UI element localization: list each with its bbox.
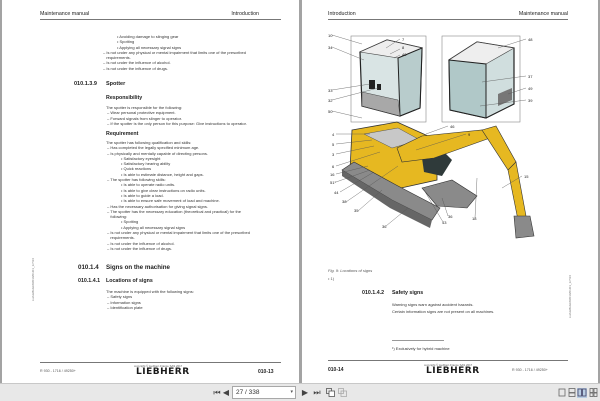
list-item: – Safety signs <box>107 294 133 300</box>
list-item: – Information signs <box>107 299 141 305</box>
callout-label: 16 <box>330 172 335 177</box>
single-page-view-icon[interactable] <box>557 388 567 398</box>
list-item: – Is not under any physical or mental impairment that limits one of the prescribed <box>103 49 246 55</box>
list-item: • Satisfactory hearing ability <box>121 161 171 167</box>
copy-icon[interactable] <box>325 388 335 398</box>
list-item: • Applying all necessary signal signs <box>117 44 182 50</box>
list-item: following: <box>107 214 128 220</box>
excavator-signs-figure <box>302 30 598 258</box>
callout-label: 51¹ <box>330 180 336 185</box>
header-divider <box>40 19 281 20</box>
figure-note: • 1) <box>328 276 335 281</box>
locations-list <box>106 289 194 310</box>
next-page-icon[interactable]: ▶ <box>301 388 309 397</box>
list-item: – Has the necessary authorisation for giving signal signs. <box>107 203 208 209</box>
list-item: • Applying all necessary signal signs <box>121 224 186 230</box>
callout-label: 40 <box>402 52 407 57</box>
list-intro: The spotter has following qualification and skills: <box>106 140 192 145</box>
list-item: • Is able to operate radio units. <box>121 182 176 188</box>
side-code: LH/LEBHERR/010/01/01_1/7/16 <box>31 258 35 302</box>
paste-icon[interactable] <box>337 388 347 398</box>
callout-label: 33 <box>328 88 333 93</box>
subsection-title: Requirement <box>106 131 139 137</box>
list-item: requirements. <box>103 55 131 61</box>
callout-label: 18 <box>472 216 477 221</box>
list-intro: The machine is equipped with the following signs: <box>106 289 194 294</box>
section-number: 010.1.4 <box>78 264 99 271</box>
figure-caption: Fig. 9: Locations of signs <box>328 268 373 273</box>
list-item: • Is able to guide a load. <box>121 192 164 198</box>
list-item: requirements. <box>107 235 135 241</box>
footer-model: R 930 - 1716 / 49250+ <box>40 369 76 373</box>
list-item: – Is not under the influence of drugs. <box>107 245 172 251</box>
list-item: – Is not under any physical or mental impairment that limits one of the prescribed <box>107 230 250 236</box>
section-title: Locations of signs <box>106 278 153 284</box>
list-item: – Is not under the influence of drugs. <box>103 65 168 71</box>
callout-label: 4 <box>332 132 335 137</box>
list-item: – Is not under the influence of alcohol. <box>107 240 175 246</box>
list-item: • Is able to give clear instructions on radio units. <box>121 187 206 193</box>
header-left: Introduction <box>328 11 356 17</box>
callout-label: 5 <box>332 142 335 147</box>
list-item: • Spotting <box>117 39 135 45</box>
side-code: LH/LEBHERR/010/01/01_1/7/16 <box>568 275 572 319</box>
section-title: Spotter <box>106 81 126 87</box>
body-line: Certain information signs are not present on all machines. <box>392 309 495 314</box>
page-number-input[interactable] <box>232 386 296 399</box>
callout-label: 7 <box>402 37 405 42</box>
list-item: – The spotter has following skills: <box>107 177 166 183</box>
callout-label: 48 <box>528 37 533 42</box>
list-item: • Quick reactions <box>121 166 152 172</box>
section-title: Signs on the machine <box>106 264 170 271</box>
header-divider <box>328 19 568 20</box>
callout-label: 8 <box>402 45 405 50</box>
callout-label: 50 <box>328 109 333 114</box>
callout-label: 35 <box>354 208 359 213</box>
page-010-13 <box>2 0 299 383</box>
callout-label: 37 <box>528 74 533 79</box>
callout-label: 46 <box>450 124 455 129</box>
list-item: – Has completed the legally specified minimum age. <box>107 145 200 151</box>
section-number: 010.1.3.9 <box>74 81 97 87</box>
navigation-toolbar <box>0 383 600 401</box>
liebherr-logo: LIEBHERR <box>136 367 190 377</box>
list-item: – Identification plate <box>107 304 143 310</box>
safety-signs-text <box>392 301 494 315</box>
footer-divider <box>40 362 281 363</box>
footer-copyright: copyright © Liebherr-France SAS 2017 <box>134 364 183 368</box>
footnote: ¹) Exclusively for hybrid machine <box>392 346 450 351</box>
section-number: 010.1.4.1 <box>78 278 101 284</box>
callout-label: 3 <box>332 152 335 157</box>
callout-label: 9 <box>468 132 471 137</box>
section-number: 010.1.4.2 <box>362 290 385 296</box>
list-intro: The spotter is responsible for the following: <box>106 105 183 110</box>
page-010-14 <box>302 0 598 383</box>
chevron-down-icon[interactable]: ▾ <box>290 389 293 395</box>
list-item: – Forward signals from slinger to operator. <box>107 115 182 121</box>
list-item: – Wear personal protective equipment. <box>107 110 176 116</box>
footer-model: R 930 - 1716 / 49250+ <box>512 368 548 372</box>
list-item: – Is not under the influence of alcohol. <box>103 60 171 66</box>
callout-label: 36 <box>382 224 387 229</box>
list-item: • Avoiding damage to slinging gear <box>117 34 179 39</box>
callout-label: 44 <box>334 190 339 195</box>
header-right: Maintenance manual <box>518 11 568 17</box>
header-right: Introduction <box>231 11 259 17</box>
list-item: • Is able to estimate distance, height and gaps. <box>121 171 204 177</box>
callout-label: 38 <box>342 199 347 204</box>
callout-label: 10 <box>328 33 333 38</box>
footer-copyright: copyright © Liebherr-France SAS 2017 <box>424 363 473 367</box>
callout-label: 36 <box>448 214 453 219</box>
callout-label: 49 <box>528 86 533 91</box>
top-list <box>102 34 246 71</box>
continuous-view-icon[interactable] <box>567 388 577 398</box>
footnote-divider <box>392 340 444 341</box>
list-item: • Satisfactory eyesight <box>121 155 161 161</box>
requirement-list <box>106 140 250 251</box>
two-page-continuous-icon[interactable] <box>588 388 598 398</box>
callout-label: 39 <box>528 98 533 103</box>
list-item: – Is physically and mentally capable of directing persons. <box>107 150 208 156</box>
section-title: Safety signs <box>392 290 424 296</box>
callout-label: 6 <box>332 164 335 169</box>
first-page-icon[interactable]: ⏮ <box>213 388 221 397</box>
header-left: Maintenance manual <box>40 11 90 17</box>
callout-label: 15 <box>524 174 529 179</box>
page-number: 010-14 <box>328 367 344 373</box>
subsection-title: Responsibility <box>106 95 143 101</box>
page-number: 010-13 <box>258 369 274 375</box>
list-item: – The spotter has the necessary education (theoretical and practical) for the <box>107 208 242 214</box>
body-line: Warning signs warn against accident hazards. <box>392 302 474 307</box>
responsibility-list <box>106 105 247 126</box>
callout-label: 43 <box>442 220 447 225</box>
callout-label: 32 <box>328 98 333 103</box>
list-item: • Is able to ensure safe movement of load and machine. <box>121 198 220 204</box>
list-item: • Spotting <box>121 219 139 225</box>
callout-label: 34 <box>328 45 333 50</box>
prev-page-icon[interactable]: ◀ <box>222 388 230 397</box>
list-item: – If the spotter is the only person for this purpose: Give instructions to operator. <box>107 120 247 126</box>
last-page-icon[interactable]: ⏭ <box>313 388 321 397</box>
liebherr-logo: LIEBHERR <box>426 366 480 376</box>
page-indicator: 27 / 338 <box>236 389 260 396</box>
footer-divider <box>328 360 568 361</box>
two-page-view-icon[interactable] <box>577 388 587 398</box>
